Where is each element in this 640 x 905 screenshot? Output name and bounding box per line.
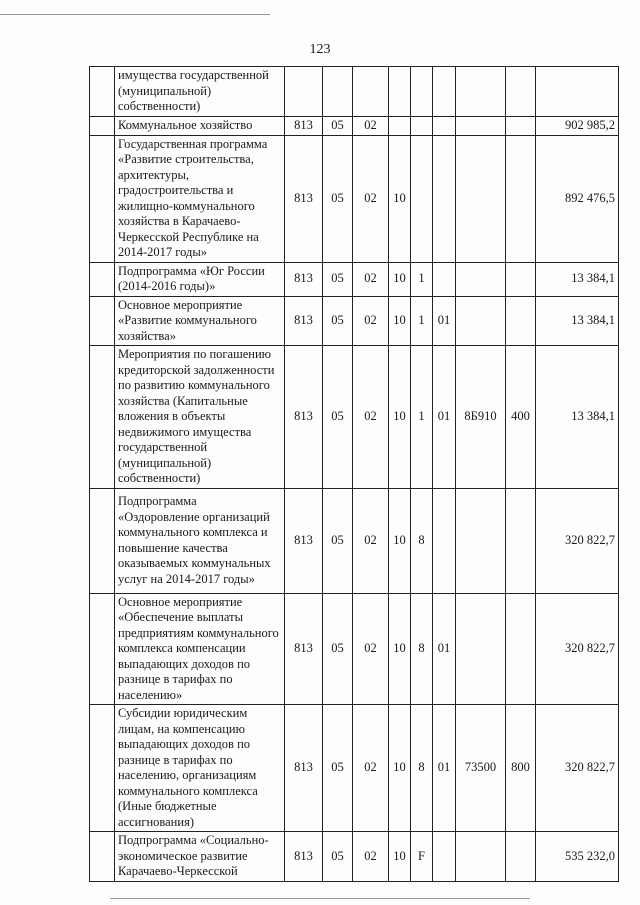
cell-main-activity xyxy=(433,488,456,593)
cell-name: Основное мероприятие «Обеспечение выплаты предприятиям коммунального комплекса компенсации выпадающих доходов по разнице в тарифах по населению» xyxy=(115,593,285,705)
cell-section: 05 xyxy=(323,705,353,832)
page-number: 123 xyxy=(309,42,331,57)
cell-main-activity: 01 xyxy=(433,705,456,832)
cell-expense-type xyxy=(506,488,536,593)
cell-program xyxy=(389,67,411,117)
table-row xyxy=(90,346,619,489)
cell-direction xyxy=(456,135,506,262)
cell-ved: 813 xyxy=(285,116,323,135)
cell-subsection: 02 xyxy=(353,116,389,135)
cell-amount: 13 384,1 xyxy=(536,346,619,489)
cell-main-activity xyxy=(433,135,456,262)
cell-program xyxy=(389,116,411,135)
cell-name: имущества государственной (муниципальной) собственности) xyxy=(115,67,285,117)
cell-amount: 320 822,7 xyxy=(536,705,619,832)
cell-name: Мероприятия по погашению кредиторской задолженности по развитию коммунального хозяйства (Капитальные вложения в объекты недвижимого имущества государственной (муниципальной) собственности) xyxy=(115,346,285,489)
cell-subprogram: 1 xyxy=(411,296,433,346)
cell-blank xyxy=(90,116,115,135)
cell-section: 05 xyxy=(323,116,353,135)
cell-ved xyxy=(285,67,323,117)
cell-direction: 73500 xyxy=(456,705,506,832)
scan-edge-top xyxy=(0,14,270,15)
cell-subprogram: 8 xyxy=(411,488,433,593)
cell-expense-type: 400 xyxy=(506,346,536,489)
cell-subsection xyxy=(353,67,389,117)
cell-subsection: 02 xyxy=(353,296,389,346)
cell-name: Коммунальное хозяйство xyxy=(115,116,285,135)
cell-direction xyxy=(456,832,506,882)
cell-blank xyxy=(90,135,115,262)
cell-amount: 320 822,7 xyxy=(536,488,619,593)
cell-name: Субсидии юридическим лицам, на компенсацию выпадающих доходов по разнице в тарифах по населению, организациям коммунального комплекса (Иные бюджетные ассигнования) xyxy=(115,705,285,832)
cell-program: 10 xyxy=(389,832,411,882)
cell-section: 05 xyxy=(323,135,353,262)
cell-subsection: 02 xyxy=(353,832,389,882)
cell-section: 05 xyxy=(323,346,353,489)
cell-expense-type xyxy=(506,135,536,262)
cell-subprogram: 1 xyxy=(411,262,433,296)
cell-main-activity xyxy=(433,262,456,296)
cell-amount xyxy=(536,67,619,117)
cell-direction xyxy=(456,67,506,117)
cell-subsection: 02 xyxy=(353,135,389,262)
cell-section: 05 xyxy=(323,593,353,705)
cell-expense-type xyxy=(506,67,536,117)
cell-subprogram: 8 xyxy=(411,593,433,705)
cell-subsection: 02 xyxy=(353,488,389,593)
table-row xyxy=(90,593,619,705)
table-row xyxy=(90,488,619,593)
cell-ved: 813 xyxy=(285,832,323,882)
cell-blank xyxy=(90,832,115,882)
cell-program: 10 xyxy=(389,488,411,593)
cell-ved: 813 xyxy=(285,346,323,489)
cell-section: 05 xyxy=(323,488,353,593)
cell-amount: 320 822,7 xyxy=(536,593,619,705)
cell-main-activity xyxy=(433,67,456,117)
cell-section: 05 xyxy=(323,296,353,346)
cell-subsection: 02 xyxy=(353,262,389,296)
cell-subprogram xyxy=(411,116,433,135)
cell-direction xyxy=(456,593,506,705)
table-row xyxy=(90,116,619,135)
cell-subsection: 02 xyxy=(353,593,389,705)
cell-subprogram xyxy=(411,67,433,117)
cell-direction xyxy=(456,116,506,135)
cell-blank xyxy=(90,488,115,593)
cell-program: 10 xyxy=(389,135,411,262)
cell-direction xyxy=(456,296,506,346)
cell-direction: 8Б910 xyxy=(456,346,506,489)
cell-main-activity: 01 xyxy=(433,296,456,346)
cell-name: Подпрограмма «Юг России (2014-2016 годы)» xyxy=(115,262,285,296)
cell-name: Государственная программа «Развитие строительства, архитектуры, градостроительства и жилищно-коммунального хозяйства в Карачаево-Черкесской Республике на 2014-2017 годы» xyxy=(115,135,285,262)
cell-program: 10 xyxy=(389,593,411,705)
cell-main-activity: 01 xyxy=(433,593,456,705)
cell-expense-type xyxy=(506,296,536,346)
cell-expense-type xyxy=(506,593,536,705)
cell-subprogram: F xyxy=(411,832,433,882)
cell-expense-type xyxy=(506,832,536,882)
cell-subsection: 02 xyxy=(353,705,389,832)
cell-ved: 813 xyxy=(285,593,323,705)
cell-section: 05 xyxy=(323,832,353,882)
cell-name: Подпрограмма «Оздоровление организаций коммунального комплекса и повышение качества оказываемых коммунальных услуг на 2014-2017 годы» xyxy=(115,488,285,593)
cell-expense-type xyxy=(506,116,536,135)
table-row xyxy=(90,705,619,832)
cell-program: 10 xyxy=(389,705,411,832)
table-row xyxy=(90,135,619,262)
cell-amount: 535 232,0 xyxy=(536,832,619,882)
cell-expense-type: 800 xyxy=(506,705,536,832)
cell-program: 10 xyxy=(389,296,411,346)
cell-name: Основное мероприятие «Развитие коммунального хозяйства» xyxy=(115,296,285,346)
cell-blank xyxy=(90,346,115,489)
cell-program: 10 xyxy=(389,262,411,296)
scan-edge-bottom xyxy=(110,898,530,899)
cell-blank xyxy=(90,593,115,705)
table-row xyxy=(90,262,619,296)
cell-main-activity xyxy=(433,832,456,882)
cell-subprogram: 8 xyxy=(411,705,433,832)
cell-amount: 13 384,1 xyxy=(536,296,619,346)
cell-direction xyxy=(456,488,506,593)
cell-ved: 813 xyxy=(285,135,323,262)
cell-section xyxy=(323,67,353,117)
cell-amount: 892 476,5 xyxy=(536,135,619,262)
cell-blank xyxy=(90,262,115,296)
cell-amount: 902 985,2 xyxy=(536,116,619,135)
table-row xyxy=(90,296,619,346)
table-row xyxy=(90,67,619,117)
cell-ved: 813 xyxy=(285,705,323,832)
cell-direction xyxy=(456,262,506,296)
budget-table xyxy=(89,66,619,882)
cell-program: 10 xyxy=(389,346,411,489)
cell-subsection: 02 xyxy=(353,346,389,489)
cell-amount: 13 384,1 xyxy=(536,262,619,296)
cell-ved: 813 xyxy=(285,488,323,593)
cell-main-activity xyxy=(433,116,456,135)
cell-expense-type xyxy=(506,262,536,296)
table-row xyxy=(90,832,619,882)
cell-blank xyxy=(90,705,115,832)
cell-ved: 813 xyxy=(285,262,323,296)
cell-blank xyxy=(90,296,115,346)
cell-name: Подпрограмма «Социально-экономическое развитие Карачаево-Черкесской xyxy=(115,832,285,882)
cell-subprogram xyxy=(411,135,433,262)
cell-subprogram: 1 xyxy=(411,346,433,489)
cell-ved: 813 xyxy=(285,296,323,346)
cell-blank xyxy=(90,67,115,117)
cell-section: 05 xyxy=(323,262,353,296)
cell-main-activity: 01 xyxy=(433,346,456,489)
